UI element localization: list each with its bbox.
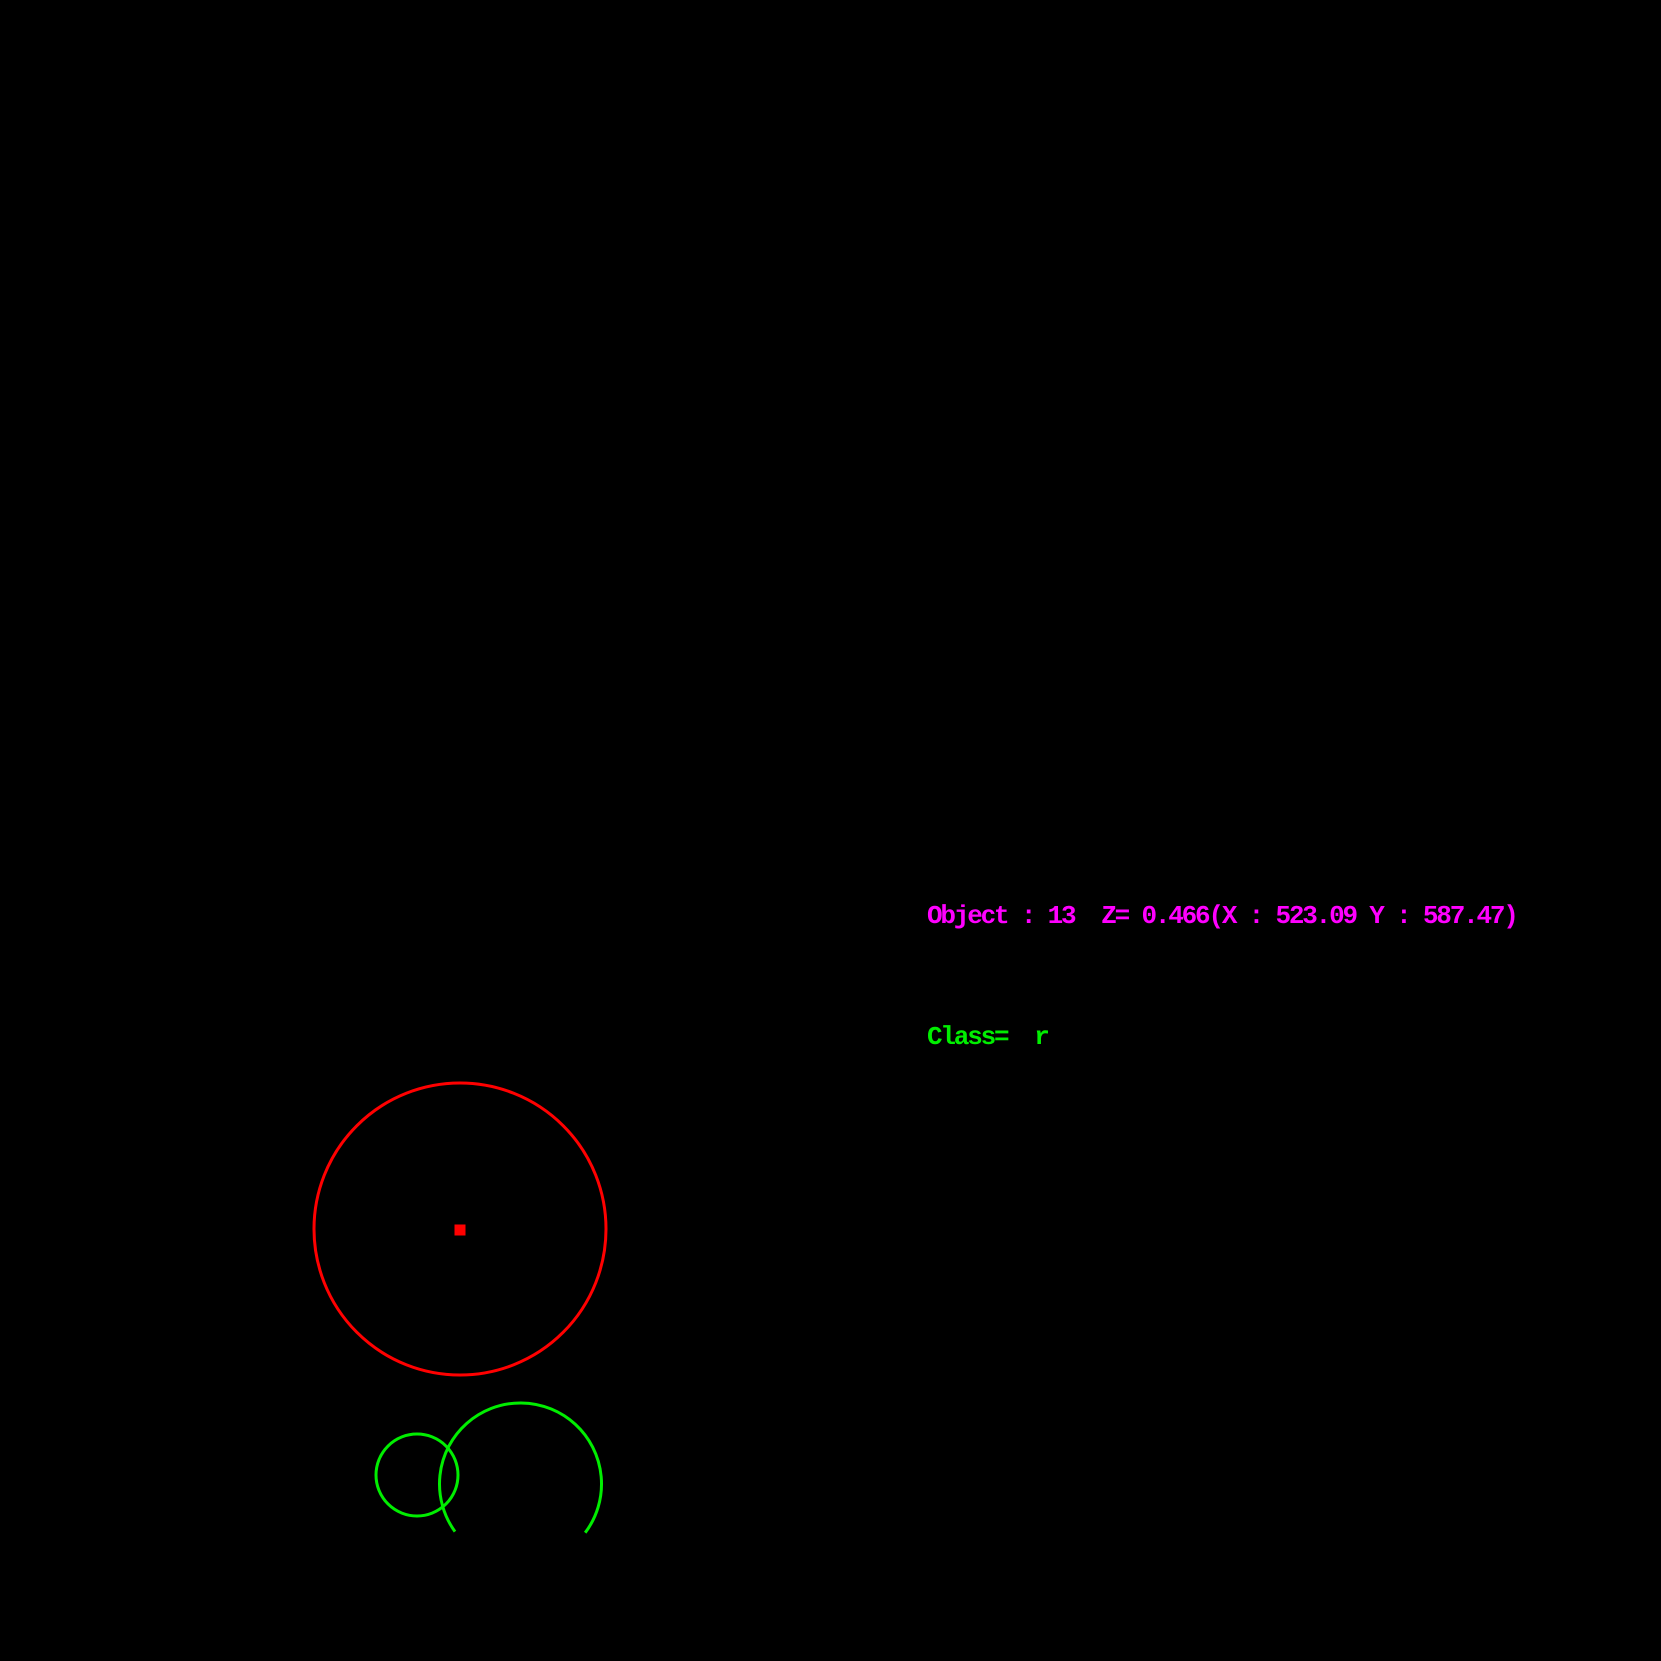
object-center-marker-red: [455, 1225, 466, 1236]
object-info-readout: Object : 13 Z= 0.466(X : 523.09 Y : 587.47): [927, 901, 1517, 931]
detection-large-arc-green: [440, 1403, 602, 1533]
class-readout: Class= r: [927, 1022, 1048, 1052]
detection-small-circle-green: [376, 1434, 458, 1516]
